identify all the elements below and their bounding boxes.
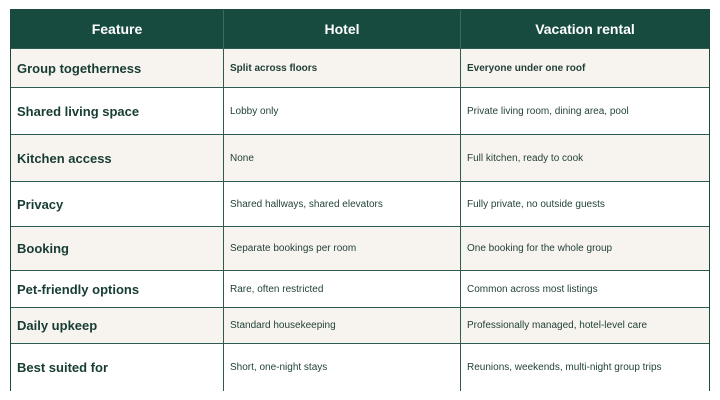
feature-cell: Best suited for	[11, 344, 224, 391]
feature-cell: Privacy	[11, 182, 224, 227]
rental-cell: Everyone under one roof	[461, 49, 709, 88]
rental-cell: Private living room, dining area, pool	[461, 88, 709, 135]
hotel-cell: Standard housekeeping	[224, 308, 461, 344]
feature-cell: Shared living space	[11, 88, 224, 135]
feature-cell: Pet-friendly options	[11, 271, 224, 308]
header-hotel: Hotel	[224, 10, 461, 49]
feature-cell: Group togetherness	[11, 49, 224, 88]
rental-cell: Reunions, weekends, multi-night group trips	[461, 344, 709, 391]
hotel-cell: Lobby only	[224, 88, 461, 135]
rental-cell: Professionally managed, hotel-level care	[461, 308, 709, 344]
header-vacation-rental: Vacation rental	[461, 10, 709, 49]
feature-cell: Daily upkeep	[11, 308, 224, 344]
rental-cell: Full kitchen, ready to cook	[461, 135, 709, 182]
comparison-table	[10, 9, 710, 391]
hotel-cell: Rare, often restricted	[224, 271, 461, 308]
header-feature: Feature	[11, 10, 224, 49]
hotel-cell: Shared hallways, shared elevators	[224, 182, 461, 227]
hotel-cell: Split across floors	[224, 49, 461, 88]
rental-cell: Common across most listings	[461, 271, 709, 308]
feature-cell: Kitchen access	[11, 135, 224, 182]
feature-cell: Booking	[11, 227, 224, 271]
hotel-cell: Short, one-night stays	[224, 344, 461, 391]
rental-cell: One booking for the whole group	[461, 227, 709, 271]
rental-cell: Fully private, no outside guests	[461, 182, 709, 227]
hotel-cell: Separate bookings per room	[224, 227, 461, 271]
hotel-cell: None	[224, 135, 461, 182]
